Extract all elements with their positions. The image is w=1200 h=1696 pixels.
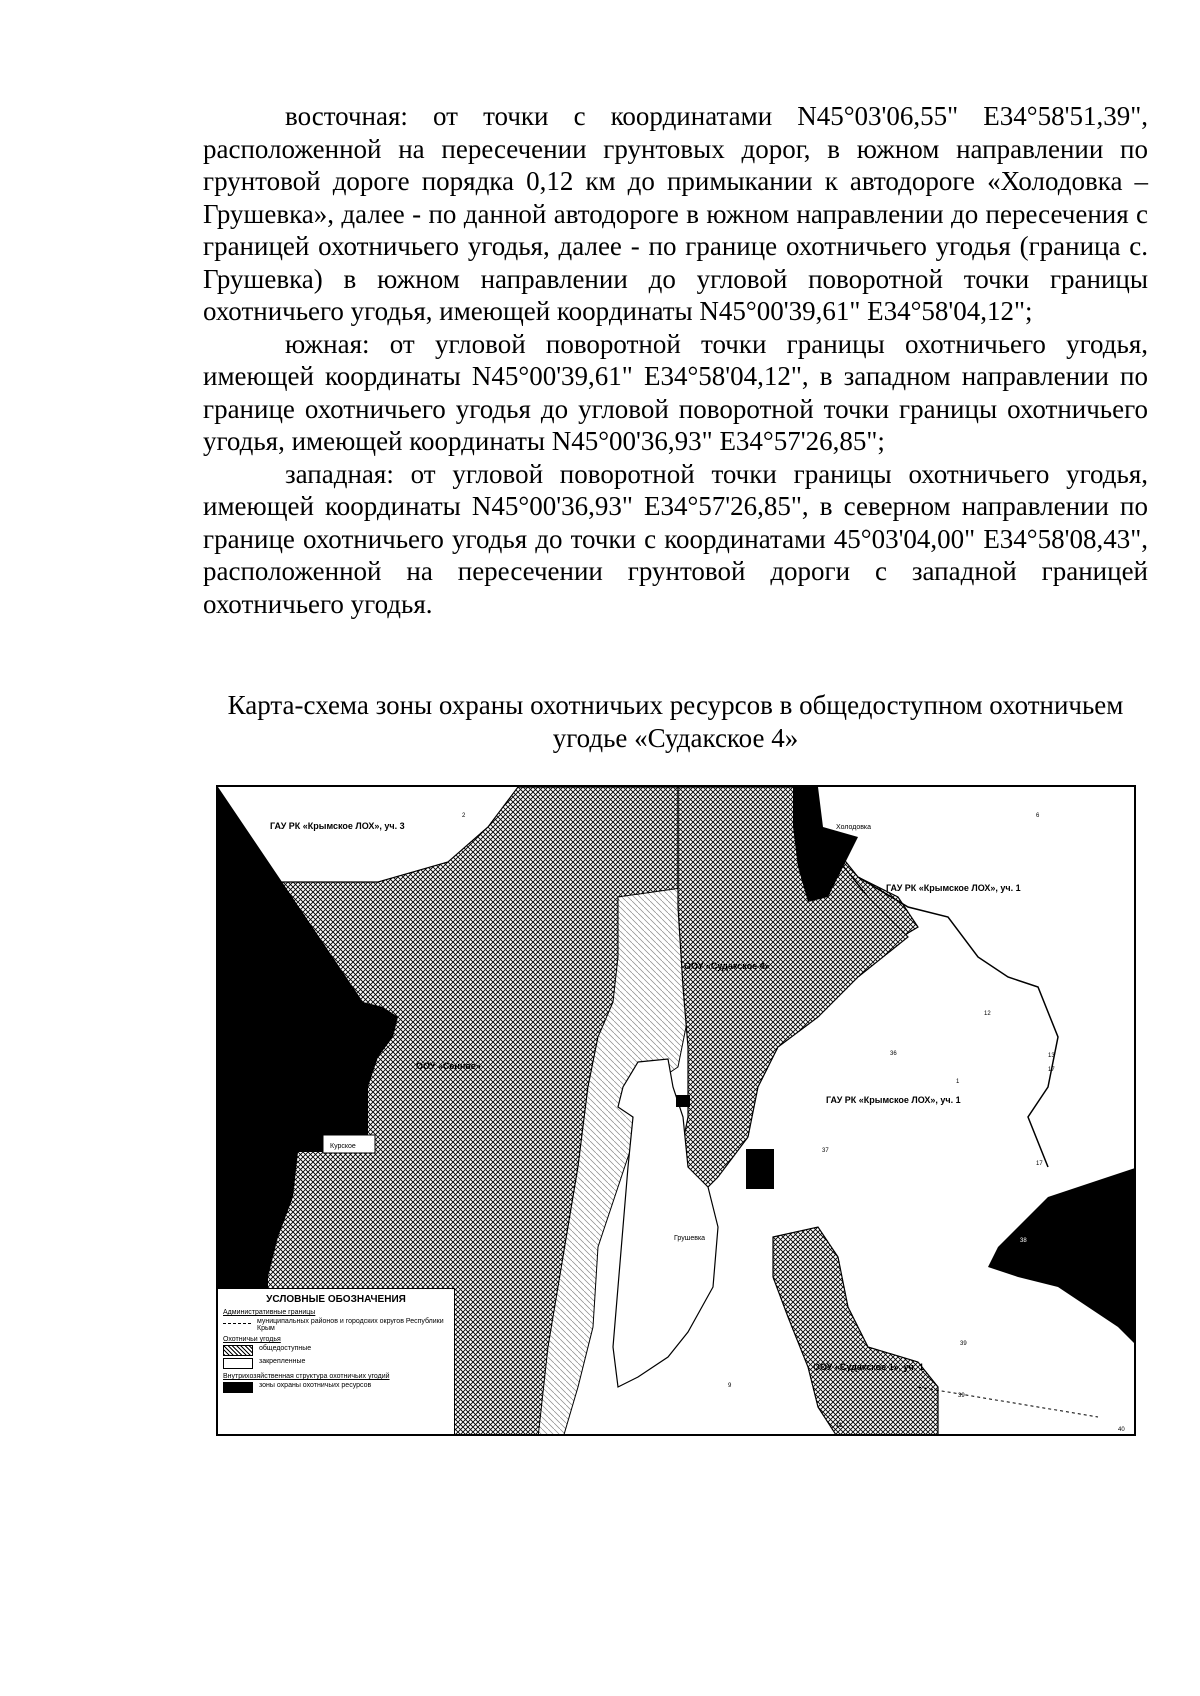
map-number: 40 — [1118, 1427, 1125, 1433]
road-line — [918, 1387, 1098, 1417]
legend-section-admin: Административные границы — [223, 1309, 316, 1316]
boundary-description — [203, 100, 1148, 620]
map-number: 12 — [984, 1011, 991, 1017]
legend-section-structure: Внутрихозяйственная структура охотничьих угодий — [223, 1373, 390, 1380]
map-number: 1 — [956, 1079, 960, 1085]
paragraph-west: западная: от угловой поворотной точки границы охотничьего угодья, имеющей координаты N45°00'36,93" E34°57'26,85", в северном направлении по границе охотничьего угодья до точки с координатами 45°03'04,00" E34°58'08,43", расположенной на пересечении грунтовой дороги с западной границей охотничьего угодья. — [203, 458, 1148, 619]
legend-label-municipal: муниципальных районов и городских округов Республики Крым — [257, 1318, 444, 1332]
map-label-grushevka: Грушевка — [674, 1235, 706, 1242]
paragraph-east: восточная: от точки с координатами N45°03'06,55" E34°58'51,39", расположенной на пересечении грунтовых дорог, в южном направлении по грунтовой дороге порядка 0,12 км до примыкании к автодороге «Холодовка – Грушевка», далее - по данной автодороге в южном направлении до пересечения с границей охотничьего угодья, далее - по границе охотничьего угодья (граница с. Грушевка) в южном направлении до угловой поворотной точки границы охотничьего угодья, имеющей координаты N45°00'39,61" E34°58'04,12"; — [203, 101, 1148, 326]
map-label-sudak4: ООУ «Судакское 4» — [684, 961, 770, 971]
map-number: 13 — [1048, 1053, 1055, 1059]
map-label-lox1-top: ГАУ РК «Крымское ЛОХ», уч. 1 — [886, 883, 1021, 893]
map-label-sennoe: ООУ «Сенное» — [416, 1061, 481, 1071]
map-number: 11 — [836, 1423, 843, 1429]
legend-swatch-assigned — [223, 1358, 253, 1369]
map-number: 39 — [960, 1341, 967, 1347]
map-label-kholodovka: Холодовка — [836, 824, 872, 831]
map-label-kurskoe: Курское — [330, 1143, 356, 1150]
center-dark-spot — [746, 1149, 774, 1189]
map-number: 9 — [728, 1383, 732, 1389]
legend-label-assigned: закрепленные — [259, 1358, 306, 1365]
center-dark-spot-2 — [676, 1095, 690, 1107]
map-number: 39 — [958, 1393, 965, 1399]
legend-row-assigned — [223, 1358, 454, 1369]
legend-row-public — [223, 1345, 454, 1356]
legend-row-protect — [223, 1382, 454, 1393]
legend-swatch-public — [223, 1345, 253, 1356]
legend-swatch-protect — [223, 1382, 253, 1393]
map-scheme — [216, 785, 1136, 1436]
sudak1-area — [773, 1227, 938, 1436]
map-number: 6 — [1036, 813, 1040, 819]
east-protection-zone — [988, 1167, 1136, 1347]
legend-label-public: общедоступные — [259, 1345, 312, 1352]
map-number: 38 — [1020, 1238, 1027, 1244]
map-label-sudak1: ООУ «Судакское 1», уч. 1 — [813, 1362, 924, 1372]
map-number: 36 — [890, 1051, 897, 1057]
legend-label-protect: зоны охраны охотничьих ресурсов — [259, 1382, 372, 1389]
paragraph-south: южная: от угловой поворотной точки границы охотничьего угодья, имеющей координаты N45°00'39,61" E34°58'04,12", в западном направлении по границе охотничьего угодья до угловой поворотной точки границы охотничьего угодья, имеющей координаты N45°00'36,93" E34°57'26,85"; — [203, 328, 1148, 456]
map-number: 17 — [1036, 1161, 1043, 1167]
hatched-area-center — [678, 787, 908, 1197]
map-caption — [203, 689, 1148, 754]
legend-section-hunting: Охотничьи угодья — [223, 1336, 281, 1343]
legend-swatch-boundary — [223, 1323, 251, 1324]
map-label-lox3: ГАУ РК «Крымское ЛОХ», уч. 3 — [270, 821, 405, 831]
map-legend — [218, 1288, 455, 1434]
legend-row-municipal — [223, 1318, 454, 1332]
map-caption-line1: Карта-схема зоны охраны охотничьих ресурсов в общедоступном охотничьем — [227, 690, 1124, 720]
map-number: 2 — [462, 813, 466, 819]
map-label-lox1-mid: ГАУ РК «Крымское ЛОХ», уч. 1 — [826, 1095, 961, 1105]
legend-title: УСЛОВНЫЕ ОБОЗНАЧЕНИЯ — [266, 1294, 406, 1305]
map-number: 17 — [1048, 1067, 1055, 1073]
map-number: 37 — [822, 1148, 829, 1154]
map-caption-line2: угодье «Судакское 4» — [552, 722, 799, 753]
